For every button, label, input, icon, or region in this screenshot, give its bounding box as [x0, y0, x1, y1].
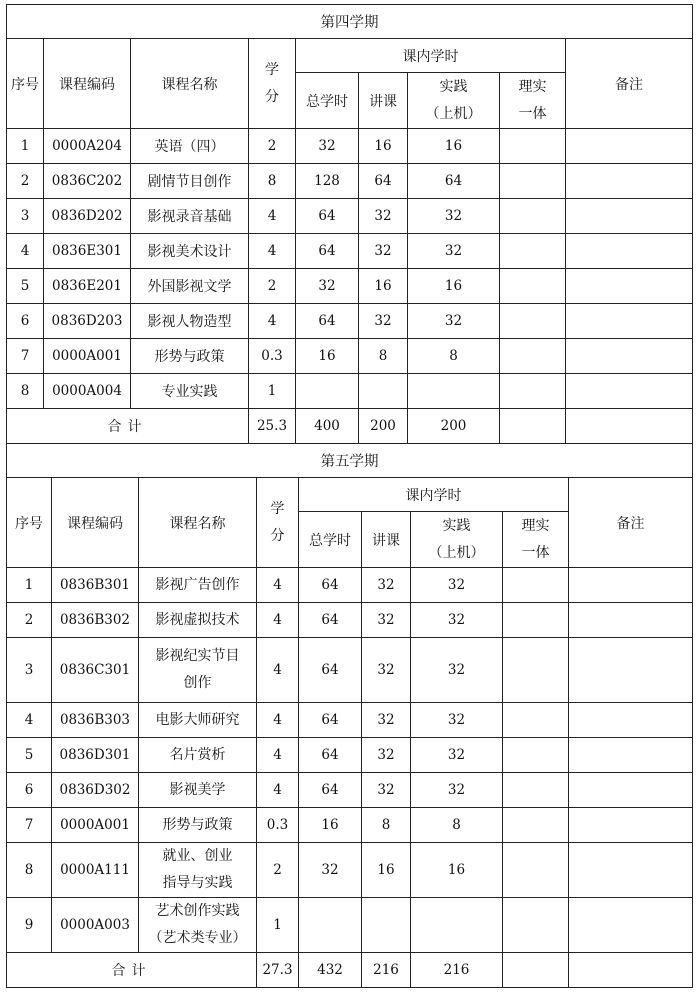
cell-name-line1: 影视虚拟技术: [155, 611, 240, 628]
cell-integrated: [503, 898, 569, 953]
cell-name: [139, 603, 257, 638]
cell-code: 0000A204: [44, 129, 131, 164]
cell-total-hours: 16: [296, 339, 359, 374]
header-lecture: 讲课: [362, 512, 411, 568]
cell-name: 影视录音基础: [131, 199, 249, 234]
table-row: [7, 738, 693, 773]
cell-total-hours: [296, 374, 359, 409]
cell-lecture: 32: [362, 738, 411, 773]
cell-credit: 4: [257, 773, 299, 808]
cell-name-line1: 艺术创作实践: [155, 903, 240, 919]
cell-name-line1: 影视广告创作: [155, 576, 240, 593]
cell-seq: 1: [7, 568, 52, 603]
header-remarks: 备注: [566, 39, 693, 129]
cell-code: 0000A001: [44, 339, 131, 374]
header-integrated-line1: 理实: [518, 78, 547, 95]
cell-total-hours: 64: [299, 603, 362, 638]
cell-code: 0836C301: [52, 638, 139, 703]
cell-seq: 7: [7, 808, 52, 843]
cell-integrated: [500, 304, 566, 339]
header-credit: [249, 39, 296, 129]
header-integrated-line1: 理实: [521, 517, 550, 534]
cell-name: [139, 738, 257, 773]
cell-seq: 5: [7, 738, 52, 773]
cell-credit: 2: [249, 129, 296, 164]
cell-credit: 4: [257, 603, 299, 638]
cell-remarks: [566, 164, 693, 199]
table-row: [7, 773, 693, 808]
cell-practice: [408, 374, 500, 409]
table-row: [7, 234, 693, 269]
total-integrated: [500, 409, 566, 444]
table-row: [7, 703, 693, 738]
header-total-hours: 总学时: [296, 73, 359, 129]
cell-remarks: [566, 374, 693, 409]
cell-total-hours: 64: [299, 703, 362, 738]
cell-credit: 4: [249, 199, 296, 234]
cell-remarks: [569, 738, 693, 773]
header-credit: [257, 478, 299, 568]
cell-name-line1: 电影大师研究: [155, 711, 240, 728]
cell-code: 0836D202: [44, 199, 131, 234]
cell-lecture: 32: [359, 199, 408, 234]
cell-code: 0000A001: [52, 808, 139, 843]
total-credit: 27.3: [257, 953, 299, 988]
cell-code: 0000A111: [52, 843, 139, 898]
header-practice-line2: （上机）: [428, 544, 485, 561]
cell-seq: 1: [7, 129, 44, 164]
table-row: [7, 339, 693, 374]
cell-name-line2: 创作: [183, 675, 212, 691]
cell-lecture: 32: [359, 234, 408, 269]
cell-seq: 8: [7, 374, 44, 409]
cell-integrated: [503, 773, 569, 808]
total-lecture: 216: [362, 953, 411, 988]
cell-name: 影视美术设计: [131, 234, 249, 269]
cell-remarks: [566, 199, 693, 234]
cell-lecture: 32: [362, 703, 411, 738]
cell-integrated: [503, 703, 569, 738]
total-integrated: [503, 953, 569, 988]
cell-remarks: [566, 269, 693, 304]
cell-name-line1: 影视美学: [169, 781, 226, 798]
cell-code: 0836B302: [52, 603, 139, 638]
cell-credit: 4: [257, 638, 299, 703]
cell-total-hours: 64: [299, 773, 362, 808]
cell-integrated: [500, 199, 566, 234]
cell-code: 0836B303: [52, 703, 139, 738]
cell-name: [139, 703, 257, 738]
total-remarks: [569, 953, 693, 988]
cell-name: 外国影视文学: [131, 269, 249, 304]
total-practice: 200: [408, 409, 500, 444]
cell-name-line1: 形势与政策: [162, 816, 233, 833]
total-credit: 25.3: [249, 409, 296, 444]
semester-title: 第五学期: [7, 444, 693, 478]
cell-seq: 6: [7, 304, 44, 339]
cell-name: [139, 568, 257, 603]
cell-seq: 6: [7, 773, 52, 808]
cell-lecture: 32: [362, 603, 411, 638]
cell-total-hours: 64: [296, 234, 359, 269]
cell-lecture: 16: [362, 843, 411, 898]
cell-remarks: [569, 843, 693, 898]
cell-remarks: [569, 773, 693, 808]
cell-remarks: [569, 808, 693, 843]
cell-name: 形势与政策: [131, 339, 249, 374]
cell-name: 剧情节目创作: [131, 164, 249, 199]
cell-practice: 32: [408, 234, 500, 269]
cell-credit: 4: [249, 234, 296, 269]
semester-title: 第四学期: [7, 5, 693, 39]
cell-code: 0836C202: [44, 164, 131, 199]
cell-seq: 3: [7, 199, 44, 234]
cell-code: 0836E201: [44, 269, 131, 304]
cell-credit: 4: [257, 738, 299, 773]
table-row: [7, 898, 693, 953]
cell-practice: [411, 898, 503, 953]
table-row: [7, 199, 693, 234]
semester-4-table: [6, 4, 693, 444]
cell-lecture: 8: [362, 808, 411, 843]
cell-total-hours: 64: [299, 568, 362, 603]
cell-integrated: [503, 638, 569, 703]
cell-lecture: [362, 898, 411, 953]
cell-credit: 4: [249, 304, 296, 339]
cell-name: 专业实践: [131, 374, 249, 409]
cell-code: 0836B301: [52, 568, 139, 603]
header-credit-line2: 分: [270, 527, 285, 544]
header-lecture: 讲课: [359, 73, 408, 129]
table-row: [7, 374, 693, 409]
table-row: [7, 638, 693, 703]
table-row: [7, 603, 693, 638]
header-credit-line2: 分: [265, 88, 279, 105]
cell-total-hours: 128: [296, 164, 359, 199]
cell-lecture: [359, 374, 408, 409]
cell-name: [139, 773, 257, 808]
cell-remarks: [569, 898, 693, 953]
cell-credit: 4: [257, 703, 299, 738]
cell-practice: 32: [411, 638, 503, 703]
cell-name-line1: 就业、创业: [162, 848, 233, 864]
cell-integrated: [503, 808, 569, 843]
cell-practice: 32: [411, 773, 503, 808]
cell-integrated: [500, 269, 566, 304]
curriculum-document: [6, 4, 692, 988]
table-row: [7, 129, 693, 164]
cell-code: 0000A003: [52, 898, 139, 953]
cell-code: 0836D301: [52, 738, 139, 773]
cell-credit: 0.3: [249, 339, 296, 374]
cell-remarks: [569, 603, 693, 638]
cell-integrated: [503, 568, 569, 603]
cell-name-line2: 指导与实践: [162, 875, 233, 891]
header-name: 课程名称: [139, 478, 257, 568]
cell-name-line1: 影视纪实节目: [155, 648, 240, 664]
cell-practice: 32: [411, 603, 503, 638]
header-hours-group: 课内学时: [299, 478, 569, 512]
cell-code: 0000A004: [44, 374, 131, 409]
header-practice-line2: （上机）: [425, 105, 482, 122]
cell-practice: 8: [408, 339, 500, 374]
cell-seq: 8: [7, 843, 52, 898]
header-practice: [408, 73, 500, 129]
cell-remarks: [566, 339, 693, 374]
cell-lecture: 32: [359, 304, 408, 339]
cell-name: [139, 638, 257, 703]
cell-seq: 2: [7, 164, 44, 199]
semester-5-table: [6, 443, 693, 988]
cell-credit: 2: [257, 843, 299, 898]
total-practice: 216: [411, 953, 503, 988]
header-hours-group: 课内学时: [296, 39, 566, 73]
cell-total-hours: 64: [296, 199, 359, 234]
table-row: [7, 304, 693, 339]
total-hours: 432: [299, 953, 362, 988]
cell-lecture: 32: [362, 773, 411, 808]
header-practice-line1: 实践: [439, 78, 468, 95]
cell-practice: 16: [408, 269, 500, 304]
table-row: [7, 164, 693, 199]
cell-credit: 2: [249, 269, 296, 304]
cell-practice: 16: [411, 843, 503, 898]
cell-lecture: 64: [359, 164, 408, 199]
cell-remarks: [569, 703, 693, 738]
cell-name: 英语（四）: [131, 129, 249, 164]
cell-remarks: [566, 234, 693, 269]
header-integrated: [503, 512, 569, 568]
table-row: [7, 568, 693, 603]
cell-practice: 16: [408, 129, 500, 164]
cell-name: [139, 898, 257, 953]
total-label: 合计: [7, 953, 257, 988]
cell-total-hours: 16: [299, 808, 362, 843]
cell-name: 影视人物造型: [131, 304, 249, 339]
cell-credit: 1: [249, 374, 296, 409]
total-remarks: [566, 409, 693, 444]
cell-name-line2: （艺术类专业）: [148, 930, 247, 946]
cell-practice: 8: [411, 808, 503, 843]
header-integrated-line2: 一体: [521, 544, 550, 561]
header-seq: 序号: [7, 478, 52, 568]
cell-lecture: 16: [359, 269, 408, 304]
cell-seq: 9: [7, 898, 52, 953]
cell-code: 0836D203: [44, 304, 131, 339]
cell-total-hours: 32: [296, 129, 359, 164]
cell-credit: 1: [257, 898, 299, 953]
cell-total-hours: 64: [299, 638, 362, 703]
header-integrated: [500, 73, 566, 129]
cell-seq: 7: [7, 339, 44, 374]
cell-integrated: [503, 738, 569, 773]
cell-seq: 5: [7, 269, 44, 304]
total-label: 合计: [7, 409, 249, 444]
cell-seq: 3: [7, 638, 52, 703]
header-integrated-line2: 一体: [518, 105, 547, 122]
header-name: 课程名称: [131, 39, 249, 129]
cell-practice: 32: [408, 304, 500, 339]
cell-integrated: [503, 603, 569, 638]
cell-practice: 32: [411, 568, 503, 603]
cell-practice: 32: [408, 199, 500, 234]
cell-total-hours: 32: [296, 269, 359, 304]
cell-remarks: [566, 129, 693, 164]
total-hours: 400: [296, 409, 359, 444]
total-lecture: 200: [359, 409, 408, 444]
cell-practice: 32: [411, 703, 503, 738]
header-credit-line1: 学: [265, 61, 279, 78]
table-row: [7, 808, 693, 843]
cell-total-hours: 32: [299, 843, 362, 898]
cell-integrated: [500, 374, 566, 409]
cell-practice: 64: [408, 164, 500, 199]
cell-remarks: [566, 304, 693, 339]
cell-integrated: [500, 339, 566, 374]
cell-seq: 2: [7, 603, 52, 638]
cell-integrated: [500, 129, 566, 164]
cell-total-hours: 64: [299, 738, 362, 773]
cell-credit: 0.3: [257, 808, 299, 843]
cell-code: 0836D302: [52, 773, 139, 808]
cell-integrated: [503, 843, 569, 898]
cell-total-hours: [299, 898, 362, 953]
cell-total-hours: 64: [296, 304, 359, 339]
cell-integrated: [500, 164, 566, 199]
table-row: [7, 843, 693, 898]
header-seq: 序号: [7, 39, 44, 129]
header-practice-line1: 实践: [442, 517, 471, 534]
cell-remarks: [569, 568, 693, 603]
cell-seq: 4: [7, 703, 52, 738]
header-remarks: 备注: [569, 478, 693, 568]
cell-credit: 4: [257, 568, 299, 603]
cell-credit: 8: [249, 164, 296, 199]
cell-name-line1: 名片赏析: [169, 746, 226, 763]
header-code: 课程编码: [44, 39, 131, 129]
cell-name: [139, 843, 257, 898]
cell-name: [139, 808, 257, 843]
cell-integrated: [500, 234, 566, 269]
cell-practice: 32: [411, 738, 503, 773]
cell-lecture: 8: [359, 339, 408, 374]
header-practice: [411, 512, 503, 568]
header-total-hours: 总学时: [299, 512, 362, 568]
header-code: 课程编码: [52, 478, 139, 568]
cell-lecture: 16: [359, 129, 408, 164]
cell-lecture: 32: [362, 568, 411, 603]
cell-lecture: 32: [362, 638, 411, 703]
cell-code: 0836E301: [44, 234, 131, 269]
table-row: [7, 269, 693, 304]
header-credit-line1: 学: [270, 500, 285, 517]
cell-seq: 4: [7, 234, 44, 269]
cell-remarks: [569, 638, 693, 703]
